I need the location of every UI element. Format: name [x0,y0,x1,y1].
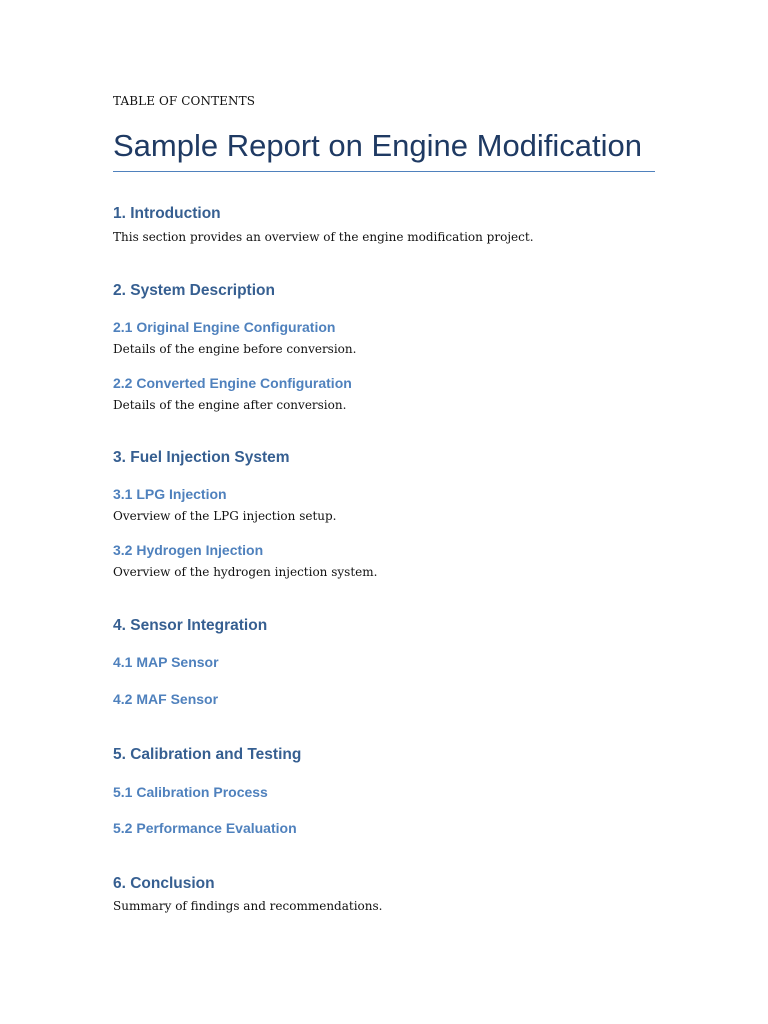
section-text-introduction: This section provides an overview of the engine modification project. [113,230,534,244]
title-underline [113,171,655,172]
section-heading-system-description: 2. System Description [113,282,275,299]
subsection-heading-original-engine: 2.1 Original Engine Configuration [113,319,336,335]
section-text-conclusion: Summary of findings and recommendations. [113,899,383,913]
section-heading-introduction: 1. Introduction [113,205,221,222]
section-heading-conclusion: 6. Conclusion [113,875,215,892]
subsection-text-lpg-injection: Overview of the LPG injection setup. [113,509,337,523]
section-heading-sensor-integration: 4. Sensor Integration [113,617,268,634]
document-title: Sample Report on Engine Modification [113,128,643,163]
subsection-heading-calibration-process: 5.1 Calibration Process [113,784,268,800]
subsection-heading-lpg-injection: 3.1 LPG Injection [113,486,227,502]
subsection-heading-converted-engine: 2.2 Converted Engine Configuration [113,375,352,391]
subsection-heading-map-sensor: 4.1 MAP Sensor [113,654,219,670]
toc-label: TABLE OF CONTENTS [113,94,256,108]
section-heading-calibration-testing: 5. Calibration and Testing [113,746,302,763]
subsection-heading-hydrogen-injection: 3.2 Hydrogen Injection [113,542,264,558]
subsection-text-original-engine: Details of the engine before conversion. [113,342,357,356]
subsection-text-converted-engine: Details of the engine after conversion. [113,398,347,412]
subsection-text-hydrogen-injection: Overview of the hydrogen injection system. [113,565,378,579]
subsection-heading-performance-evaluation: 5.2 Performance Evaluation [113,820,297,836]
subsection-heading-maf-sensor: 4.2 MAF Sensor [113,691,219,707]
section-heading-fuel-injection: 3. Fuel Injection System [113,449,290,466]
